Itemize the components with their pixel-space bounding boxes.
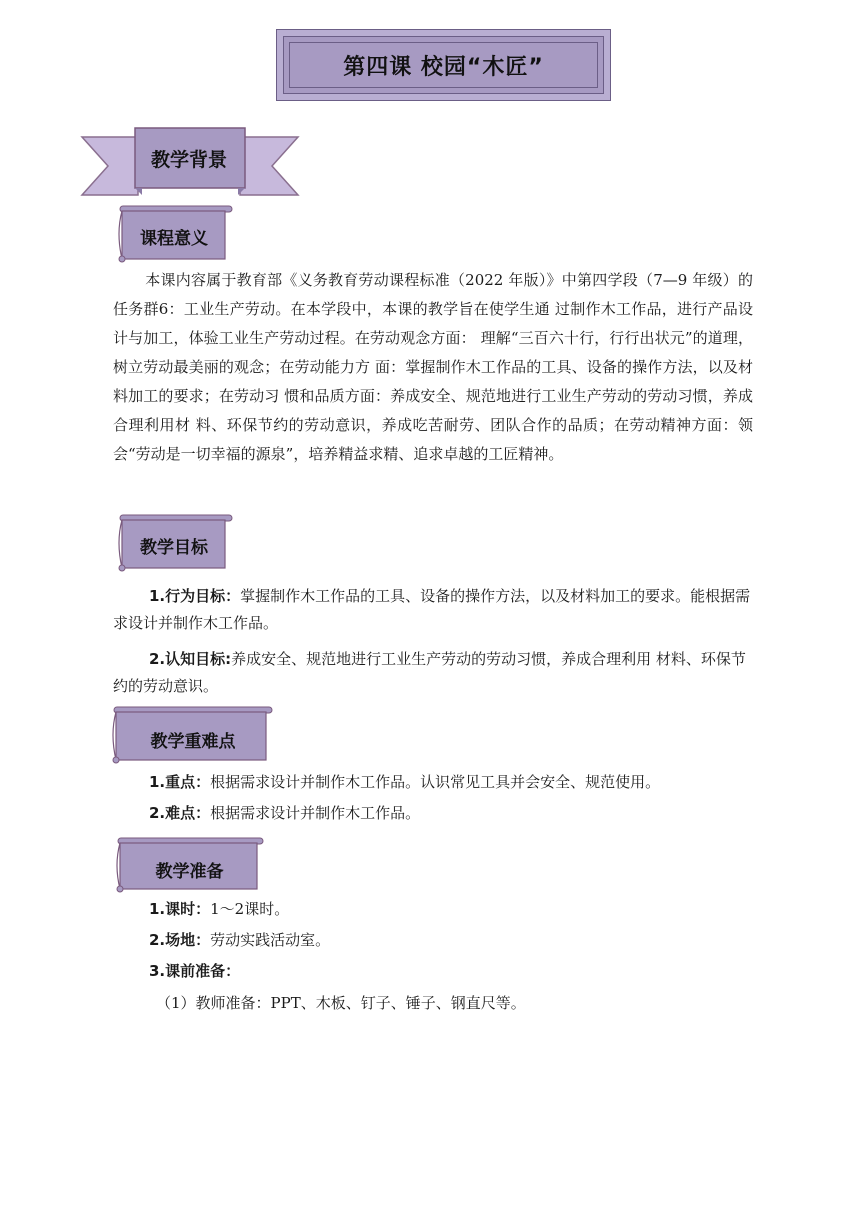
prep-item-1: 1.课时：1～2课时。 [149, 900, 290, 918]
prep-item-2: 2.场地：劳动实践活动室。 [149, 931, 331, 949]
scroll-label-goals [112, 512, 237, 572]
significance-paragraph: 本课内容属于教育部《义务教育劳动课程标准（2022 年版）》中第四学段（7—9 年级）的任务群6：工业生产劳动。在本学段中，本课的教学旨在使学生通 过制作木工作品，进行产品设计与加工，体验工业生产劳动过程。在劳动观念方面： 理解“三百六十行，行行出状元”的道理，树立劳动最美丽的观念；在劳动能力方 面：掌握制作木工作品的工具、设备的操作方法，以及材料加工的要求；在劳动习 惯和品质方面：养成安全、规范地进行工业生产劳动的劳动习惯，养成合理利用材 料、环保节约的劳动意识，养成吃苦耐劳、团队合作的品质；在劳动精神方面：领 会“劳动是一切幸福的源泉”，培养精益求精、追求卓越的工匠精神。 [113, 271, 753, 463]
keypoint-item-2: 2.难点：根据需求设计并制作木工作品。 [149, 804, 421, 822]
lesson-title-box [277, 30, 610, 100]
prep-sub-item: （1）教师准备：PPT、木板、钉子、锤子、钢直尺等。 [156, 994, 526, 1012]
scroll-label-significance [112, 203, 237, 263]
scroll-label-text: 课程意义 [140, 228, 208, 249]
goal-item-1: 1.行为目标：掌握制作木工作品的工具、设备的操作方法，以及材料加工的要求。能根据需求设计并制作木工作品。 [113, 587, 751, 632]
scroll-label-text: 教学重难点 [150, 731, 236, 752]
lesson-title: 第四课 校园“木匠” [289, 42, 598, 88]
goal-item-2: 2.认知目标:养成安全、规范地进行工业生产劳动的劳动习惯，养成合理利用 材料、环保节约的劳动意识。 [113, 650, 746, 695]
prep-item-3: 3.课前准备： [149, 962, 241, 980]
scroll-label-text: 教学目标 [140, 537, 208, 558]
scroll-label-text: 教学准备 [155, 861, 224, 882]
keypoint-item-1: 1.重点：根据需求设计并制作木工作品。认识常见工具并会安全、规范使用。 [149, 773, 661, 791]
scroll-label-prep [110, 835, 265, 893]
scroll-label-keypoints [106, 704, 276, 764]
section-header: 教学背景 [150, 148, 227, 171]
